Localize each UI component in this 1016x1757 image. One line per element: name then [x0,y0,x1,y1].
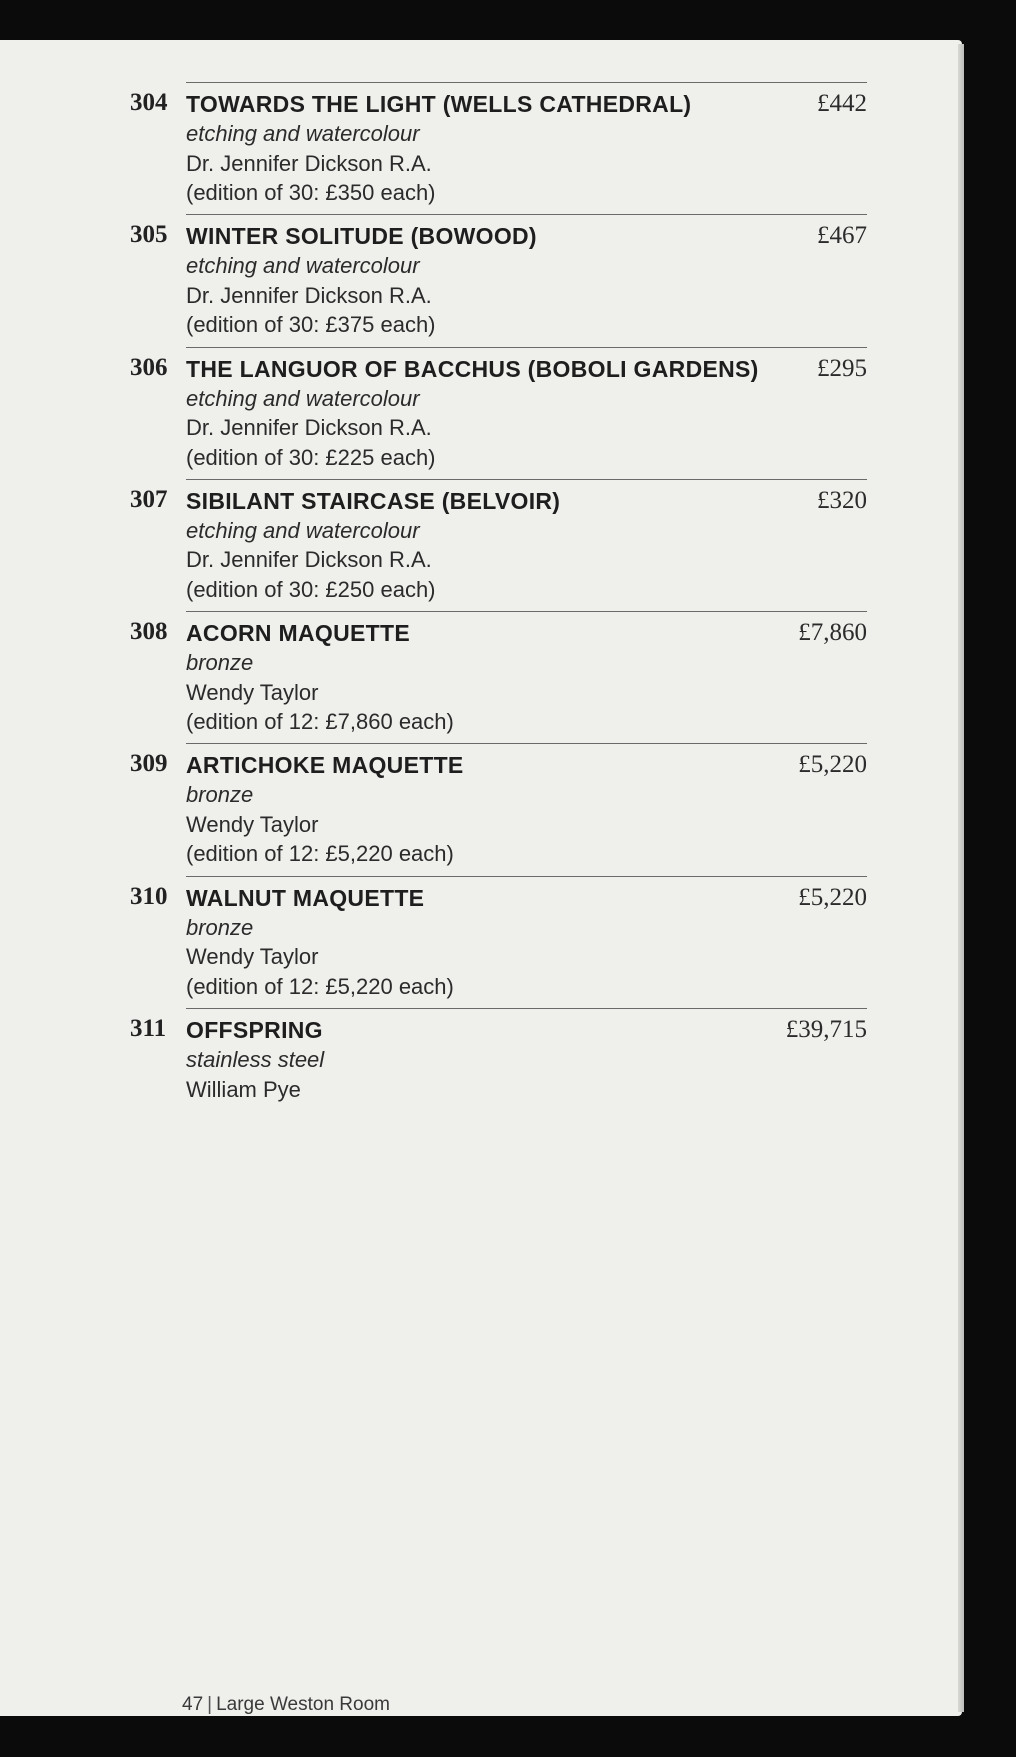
catalogue-page [0,40,962,1716]
entry-edition: (edition of 12: £5,220 each) [186,841,454,867]
entry-details [186,355,759,473]
entry-number: 311 [130,1015,167,1043]
room-name: Large Weston Room [216,1694,390,1715]
entry-details [186,884,454,1002]
entry-artist: Wendy Taylor [186,811,319,837]
entry-number: 310 [130,882,168,910]
divider-rule [186,347,867,348]
entry-edition: (edition of 30: £375 each) [186,312,436,338]
entry-title: WALNUT MAQUETTE [186,884,425,911]
entry-list [0,82,962,1140]
entry-medium: bronze [186,650,254,676]
catalogue-entry [0,347,962,479]
divider-rule [186,743,867,744]
entry-details [186,90,691,208]
divider-rule [186,1008,867,1009]
entry-price: £5,220 [798,751,867,779]
entry-medium: etching and watercolour [186,517,420,543]
entry-details [186,222,537,340]
entry-artist: Dr. Jennifer Dickson R.A. [186,415,432,441]
entry-medium: etching and watercolour [186,121,420,146]
catalogue-entry [0,611,962,743]
entry-title: THE LANGUOR OF BACCHUS (BOBOLI GARDENS) [186,355,759,382]
entry-title: ARTICHOKE MAQUETTE [186,752,464,779]
divider-rule [186,479,867,480]
catalogue-entry [0,82,962,214]
entry-title: TOWARDS THE LIGHT (WELLS CATHEDRAL) [186,91,692,117]
divider-rule [186,876,867,877]
entry-artist: Dr. Jennifer Dickson R.A. [186,282,432,308]
catalogue-entry [0,743,962,875]
entry-details [186,619,454,737]
catalogue-entry [0,876,962,1008]
page-footer [182,1694,390,1716]
entry-edition: (edition of 30: £250 each) [186,576,436,602]
entry-medium: etching and watercolour [186,253,420,279]
entry-price: £320 [817,486,867,514]
entry-medium: bronze [186,914,254,940]
entry-price: £39,715 [785,1016,867,1044]
catalogue-entry [0,1008,962,1140]
entry-number: 306 [130,353,168,381]
entry-number: 309 [130,750,168,778]
entry-details [186,1016,324,1104]
entry-artist: Wendy Taylor [186,944,319,970]
page-edge [958,44,964,1712]
entry-artist: Wendy Taylor [186,679,319,705]
entry-medium: etching and watercolour [186,385,420,411]
entry-title: OFFSPRING [186,1017,323,1044]
entry-artist: William Pye [186,1076,301,1102]
entry-price: £442 [817,90,867,117]
divider-rule [186,82,867,83]
entry-edition: (edition of 30: £225 each) [186,444,436,470]
divider-rule [186,611,867,612]
entry-price: £467 [817,222,867,250]
catalogue-entry [0,479,962,611]
entry-edition: (edition of 12: £7,860 each) [186,709,454,735]
entry-number: 308 [130,618,168,646]
catalogue-entry [0,214,962,346]
entry-title: SIBILANT STAIRCASE (BELVOIR) [186,487,561,514]
entry-edition: (edition of 30: £350 each) [186,180,436,205]
entry-medium: stainless steel [186,1047,325,1073]
entry-details [186,487,560,605]
entry-edition: (edition of 12: £5,220 each) [186,973,454,999]
entry-number: 305 [130,221,168,249]
entry-price: £7,860 [798,619,867,647]
entry-number: 304 [130,89,168,116]
entry-price: £295 [817,354,867,382]
entry-title: ACORN MAQUETTE [186,620,410,647]
page-number: 47 [182,1694,204,1715]
entry-title: WINTER SOLITUDE (BOWOOD) [186,223,537,250]
divider-rule [186,214,867,215]
entry-artist: Dr. Jennifer Dickson R.A. [186,547,432,573]
entry-number: 307 [130,485,168,513]
entry-details [186,751,464,869]
footer-separator: | [207,1694,213,1715]
entry-artist: Dr. Jennifer Dickson R.A. [186,150,432,176]
entry-price: £5,220 [798,883,867,911]
entry-medium: bronze [186,782,254,808]
